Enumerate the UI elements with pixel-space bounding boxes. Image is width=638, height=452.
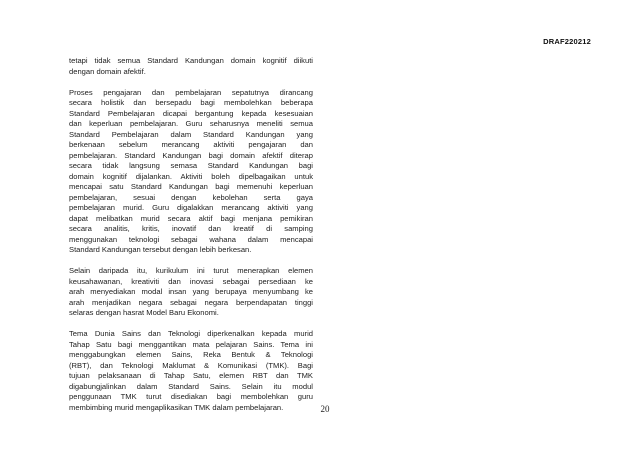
body-text — [69, 56, 313, 424]
paragraph-3 — [69, 266, 313, 319]
paragraph-2 — [69, 88, 313, 256]
text-line: domain kognitif dijalankan. Aktiviti boleh dipelbagaikan untuk — [69, 171, 313, 181]
text-line: tujuan pelaksanaan di Tahap Satu, elemen RBT dan TMK — [69, 371, 313, 380]
text-line: Proses pengajaran dan pembelajaran sepatutnya dirancang — [69, 87, 313, 97]
text-line: Selain daripada itu, kurikulum ini turut menerapkan elemen — [69, 266, 313, 275]
text-line: penggunaan TMK turut disediakan bagi membolehkan guru — [69, 392, 313, 401]
text-line: berkenaan sebelum merancang aktiviti pengajaran dan — [69, 140, 313, 149]
text-line: Tema Dunia Sains dan Teknologi diperkenalkan kepada murid — [69, 329, 313, 338]
text-line: keusahawanan, kreativiti dan inovasi sebagai persediaan ke — [69, 276, 313, 286]
text-line: Standard Kandungan tersebut dengan lebih berkesan. — [69, 245, 252, 254]
text-line: menggunakan teknologi sebagai wahana dalam mencapai — [69, 234, 313, 244]
paragraph-4 — [69, 329, 313, 413]
text-line: (RBT), dan Teknologi Maklumat & Komunikasi (TMK). Bagi — [69, 360, 313, 370]
text-line: Tahap Satu bagi menggantikan mata pelajaran Sains. Tema ini — [69, 339, 313, 349]
draft-code-label: DRAF220212 — [543, 37, 591, 46]
text-line: dengan domain afektif. — [69, 66, 146, 76]
text-line: selaras dengan hasrat Model Baru Ekonomi. — [69, 308, 219, 317]
text-line: menggabungkan elemen Sains, Reka Bentuk & Teknologi — [69, 350, 313, 359]
text-line: Standard Pembelajaran dicapai bergantung kepada kesesuaian — [69, 108, 313, 118]
text-line: pembelajaran murid. Guru digalakkan merancang aktiviti yang — [69, 203, 313, 212]
text-line: pembelajaran, sesuai dengan kebolehan serta gaya — [69, 192, 313, 202]
text-line: arah menjadikan negara sebagai negara berpendapatan tinggi — [69, 297, 313, 307]
text-line: pembelajaran. Standard Kandungan bagi domain afektif diterap — [69, 150, 313, 160]
paragraph-1 — [69, 56, 313, 77]
text-line: tetapi tidak semua Standard Kandungan domain kognitif diikuti — [69, 56, 313, 65]
text-line: dapat melibatkan murid secara aktif bagi menjana pemikiran — [69, 213, 313, 223]
text-line: Standard Pembelajaran dalam Standard Kandungan yang — [69, 129, 313, 139]
text-line: secara holistik dan bersepadu bagi membolehkan beberapa — [69, 98, 313, 107]
page-number: 20 — [320, 404, 330, 414]
text-line: arah menyediakan modal insan yang berupaya menyumbang ke — [69, 287, 313, 296]
text-line: secara tidak langsung semasa Standard Kandungan bagi — [69, 161, 313, 170]
text-line: digabungjalinkan dalam Standard Sains. Selain itu modul — [69, 381, 313, 391]
text-line: mencapai satu Standard Kandungan bagi memenuhi keperluan — [69, 182, 313, 191]
text-line: dan keperluan pembelajaran. Guru seharusnya meneliti semua — [69, 119, 313, 128]
text-line: membimbing murid mengaplikasikan TMK dalam pembelajaran. — [69, 402, 284, 412]
text-line: secara analitis, kritis, inovatif dan kreatif di samping — [69, 224, 313, 233]
